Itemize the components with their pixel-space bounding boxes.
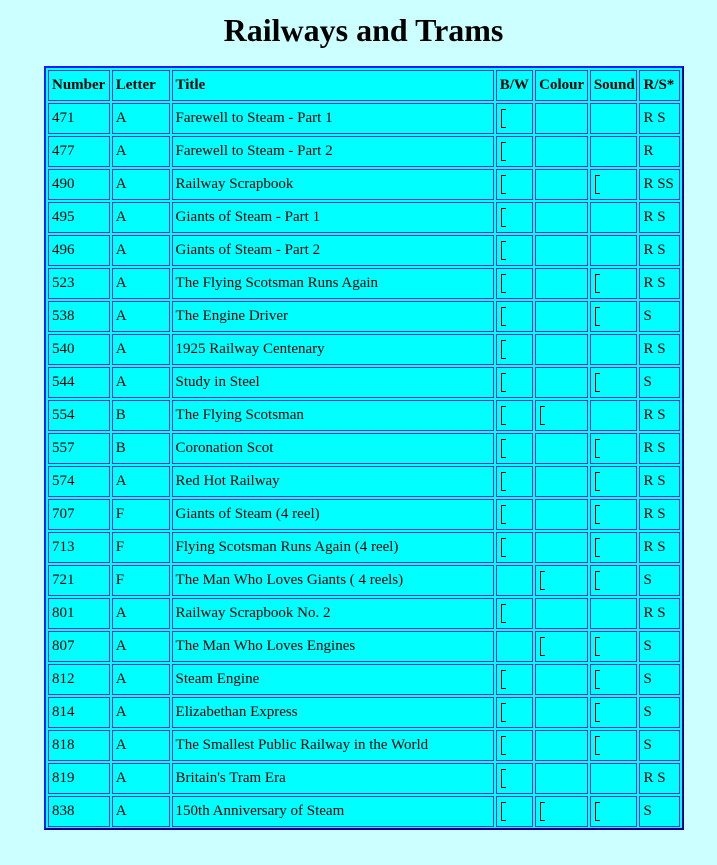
cell-number: 707: [48, 499, 110, 530]
cell-rs: R S: [639, 466, 680, 497]
checkmark-bracket-icon: [595, 307, 600, 326]
cell-colour: [535, 631, 588, 662]
cell-title: Giants of Steam - Part 2: [172, 235, 494, 266]
cell-sound: [590, 400, 638, 431]
cell-colour: [535, 235, 588, 266]
table-body: [48, 103, 680, 827]
cell-colour: [535, 367, 588, 398]
table-row: [48, 499, 680, 530]
cell-sound: [590, 334, 638, 365]
cell-number: 523: [48, 268, 110, 299]
cell-letter: A: [112, 367, 170, 398]
table-row: [48, 466, 680, 497]
checkmark-bracket-icon: [501, 505, 506, 524]
cell-bw: [496, 268, 533, 299]
cell-rs: R SS: [639, 169, 680, 200]
checkmark-bracket-icon: [595, 472, 600, 491]
cell-rs: R S: [639, 763, 680, 794]
cell-colour: [535, 697, 588, 728]
cell-number: 814: [48, 697, 110, 728]
cell-letter: A: [112, 202, 170, 233]
cell-letter: A: [112, 730, 170, 761]
checkmark-bracket-icon: [501, 472, 506, 491]
cell-sound: [590, 565, 638, 596]
cell-title: Coronation Scot: [172, 433, 494, 464]
cell-title: Steam Engine: [172, 664, 494, 695]
cell-rs: R S: [639, 400, 680, 431]
cell-title: Giants of Steam - Part 1: [172, 202, 494, 233]
cell-colour: [535, 334, 588, 365]
cell-bw: [496, 466, 533, 497]
cell-number: 554: [48, 400, 110, 431]
table-row: [48, 730, 680, 761]
cell-rs: R: [639, 136, 680, 167]
table-row: [48, 598, 680, 629]
cell-title: Britain's Tram Era: [172, 763, 494, 794]
cell-rs: R S: [639, 532, 680, 563]
column-header-number: Number: [48, 70, 110, 101]
checkmark-bracket-icon: [501, 802, 506, 821]
cell-title: The Flying Scotsman Runs Again: [172, 268, 494, 299]
cell-rs: S: [639, 796, 680, 827]
cell-bw: [496, 103, 533, 134]
checkmark-bracket-icon: [501, 340, 506, 359]
table-row: [48, 400, 680, 431]
cell-rs: S: [639, 730, 680, 761]
table-row: [48, 565, 680, 596]
cell-sound: [590, 598, 638, 629]
cell-letter: A: [112, 598, 170, 629]
checkmark-bracket-icon: [595, 670, 600, 689]
cell-sound: [590, 235, 638, 266]
table-row: [48, 697, 680, 728]
cell-number: 544: [48, 367, 110, 398]
checkmark-bracket-icon: [595, 505, 600, 524]
cell-number: 540: [48, 334, 110, 365]
cell-rs: R S: [639, 334, 680, 365]
cell-bw: [496, 763, 533, 794]
cell-number: 496: [48, 235, 110, 266]
film-table-frame: [44, 66, 684, 830]
cell-colour: [535, 202, 588, 233]
cell-number: 713: [48, 532, 110, 563]
cell-letter: B: [112, 400, 170, 431]
cell-colour: [535, 400, 588, 431]
cell-title: Farewell to Steam - Part 2: [172, 136, 494, 167]
cell-title: Giants of Steam (4 reel): [172, 499, 494, 530]
checkmark-bracket-icon: [501, 538, 506, 557]
cell-letter: A: [112, 796, 170, 827]
cell-sound: [590, 499, 638, 530]
cell-title: Flying Scotsman Runs Again (4 reel): [172, 532, 494, 563]
cell-number: 557: [48, 433, 110, 464]
cell-bw: [496, 796, 533, 827]
cell-rs: S: [639, 565, 680, 596]
cell-bw: [496, 235, 533, 266]
table-row: [48, 796, 680, 827]
cell-title: Red Hot Railway: [172, 466, 494, 497]
cell-bw: [496, 631, 533, 662]
cell-letter: B: [112, 433, 170, 464]
cell-colour: [535, 136, 588, 167]
cell-number: 812: [48, 664, 110, 695]
cell-colour: [535, 598, 588, 629]
cell-title: Railway Scrapbook No. 2: [172, 598, 494, 629]
table-row: [48, 664, 680, 695]
cell-number: 471: [48, 103, 110, 134]
cell-sound: [590, 103, 638, 134]
film-table: [46, 68, 682, 829]
cell-sound: [590, 202, 638, 233]
checkmark-bracket-icon: [501, 175, 506, 194]
cell-bw: [496, 532, 533, 563]
checkmark-bracket-icon: [501, 769, 506, 788]
cell-letter: A: [112, 103, 170, 134]
cell-rs: S: [639, 697, 680, 728]
cell-letter: A: [112, 334, 170, 365]
cell-colour: [535, 466, 588, 497]
table-row: [48, 235, 680, 266]
cell-sound: [590, 664, 638, 695]
checkmark-bracket-icon: [501, 109, 506, 128]
cell-sound: [590, 301, 638, 332]
cell-letter: F: [112, 532, 170, 563]
checkmark-bracket-icon: [595, 637, 600, 656]
table-row: [48, 301, 680, 332]
checkmark-bracket-icon: [595, 439, 600, 458]
cell-sound: [590, 268, 638, 299]
cell-bw: [496, 367, 533, 398]
cell-rs: R S: [639, 499, 680, 530]
checkmark-bracket-icon: [540, 406, 545, 425]
checkmark-bracket-icon: [501, 142, 506, 161]
cell-bw: [496, 400, 533, 431]
cell-colour: [535, 301, 588, 332]
cell-bw: [496, 565, 533, 596]
column-header-sound: Sound: [590, 70, 638, 101]
checkmark-bracket-icon: [501, 241, 506, 260]
cell-sound: [590, 697, 638, 728]
cell-letter: A: [112, 466, 170, 497]
cell-number: 807: [48, 631, 110, 662]
column-header-bw: B/W: [496, 70, 533, 101]
column-header-colour: Colour: [535, 70, 588, 101]
table-row: [48, 367, 680, 398]
column-header-title: Title: [172, 70, 494, 101]
cell-title: The Man Who Loves Giants ( 4 reels): [172, 565, 494, 596]
cell-number: 838: [48, 796, 110, 827]
checkmark-bracket-icon: [501, 439, 506, 458]
cell-colour: [535, 499, 588, 530]
cell-title: The Smallest Public Railway in the World: [172, 730, 494, 761]
checkmark-bracket-icon: [501, 736, 506, 755]
cell-bw: [496, 730, 533, 761]
checkmark-bracket-icon: [540, 571, 545, 590]
cell-colour: [535, 796, 588, 827]
table-row: [48, 169, 680, 200]
table-row: [48, 433, 680, 464]
cell-sound: [590, 169, 638, 200]
cell-bw: [496, 169, 533, 200]
cell-colour: [535, 103, 588, 134]
cell-title: The Engine Driver: [172, 301, 494, 332]
header-row: [48, 70, 680, 101]
checkmark-bracket-icon: [501, 670, 506, 689]
cell-title: Study in Steel: [172, 367, 494, 398]
cell-letter: A: [112, 268, 170, 299]
checkmark-bracket-icon: [595, 736, 600, 755]
cell-colour: [535, 268, 588, 299]
cell-rs: R S: [639, 235, 680, 266]
cell-letter: A: [112, 664, 170, 695]
cell-bw: [496, 697, 533, 728]
checkmark-bracket-icon: [501, 373, 506, 392]
checkmark-bracket-icon: [595, 538, 600, 557]
table-row: [48, 334, 680, 365]
cell-bw: [496, 334, 533, 365]
cell-letter: F: [112, 499, 170, 530]
cell-letter: A: [112, 631, 170, 662]
table-row: [48, 268, 680, 299]
cell-letter: A: [112, 169, 170, 200]
cell-number: 801: [48, 598, 110, 629]
cell-sound: [590, 763, 638, 794]
cell-sound: [590, 730, 638, 761]
table-row: [48, 763, 680, 794]
cell-sound: [590, 631, 638, 662]
cell-rs: S: [639, 664, 680, 695]
cell-colour: [535, 664, 588, 695]
cell-number: 721: [48, 565, 110, 596]
cell-title: The Flying Scotsman: [172, 400, 494, 431]
cell-rs: R S: [639, 103, 680, 134]
cell-colour: [535, 730, 588, 761]
cell-bw: [496, 136, 533, 167]
cell-bw: [496, 598, 533, 629]
cell-colour: [535, 532, 588, 563]
checkmark-bracket-icon: [595, 175, 600, 194]
column-header-rs: R/S*: [639, 70, 680, 101]
cell-title: 1925 Railway Centenary: [172, 334, 494, 365]
cell-title: The Man Who Loves Engines: [172, 631, 494, 662]
cell-letter: A: [112, 763, 170, 794]
cell-bw: [496, 499, 533, 530]
cell-letter: A: [112, 301, 170, 332]
cell-rs: S: [639, 367, 680, 398]
cell-number: 477: [48, 136, 110, 167]
checkmark-bracket-icon: [501, 307, 506, 326]
checkmark-bracket-icon: [501, 604, 506, 623]
column-header-letter: Letter: [112, 70, 170, 101]
cell-colour: [535, 433, 588, 464]
checkmark-bracket-icon: [540, 637, 545, 656]
cell-rs: S: [639, 301, 680, 332]
page-title: Railways and Trams: [223, 12, 504, 48]
cell-rs: R S: [639, 202, 680, 233]
cell-title: Elizabethan Express: [172, 697, 494, 728]
cell-title: 150th Anniversary of Steam: [172, 796, 494, 827]
cell-rs: S: [639, 631, 680, 662]
cell-colour: [535, 169, 588, 200]
cell-sound: [590, 796, 638, 827]
checkmark-bracket-icon: [595, 373, 600, 392]
table-row: [48, 532, 680, 563]
checkmark-bracket-icon: [501, 406, 506, 425]
cell-title: Farewell to Steam - Part 1: [172, 103, 494, 134]
cell-bw: [496, 301, 533, 332]
checkmark-bracket-icon: [501, 274, 506, 293]
cell-colour: [535, 565, 588, 596]
cell-rs: R S: [639, 433, 680, 464]
cell-number: 819: [48, 763, 110, 794]
cell-sound: [590, 532, 638, 563]
checkmark-bracket-icon: [595, 571, 600, 590]
cell-bw: [496, 433, 533, 464]
cell-sound: [590, 136, 638, 167]
cell-sound: [590, 466, 638, 497]
checkmark-bracket-icon: [540, 802, 545, 821]
table-row: [48, 103, 680, 134]
checkmark-bracket-icon: [595, 703, 600, 722]
cell-letter: F: [112, 565, 170, 596]
cell-letter: A: [112, 136, 170, 167]
cell-number: 490: [48, 169, 110, 200]
checkmark-bracket-icon: [595, 802, 600, 821]
table-row: [48, 202, 680, 233]
cell-colour: [535, 763, 588, 794]
checkmark-bracket-icon: [501, 703, 506, 722]
cell-title: Railway Scrapbook: [172, 169, 494, 200]
cell-letter: A: [112, 697, 170, 728]
cell-letter: A: [112, 235, 170, 266]
cell-number: 495: [48, 202, 110, 233]
cell-number: 818: [48, 730, 110, 761]
cell-bw: [496, 202, 533, 233]
cell-rs: R S: [639, 268, 680, 299]
cell-bw: [496, 664, 533, 695]
cell-number: 574: [48, 466, 110, 497]
cell-sound: [590, 367, 638, 398]
cell-rs: R S: [639, 598, 680, 629]
table-row: [48, 136, 680, 167]
table-row: [48, 631, 680, 662]
cell-number: 538: [48, 301, 110, 332]
checkmark-bracket-icon: [595, 274, 600, 293]
cell-sound: [590, 433, 638, 464]
checkmark-bracket-icon: [501, 208, 506, 227]
